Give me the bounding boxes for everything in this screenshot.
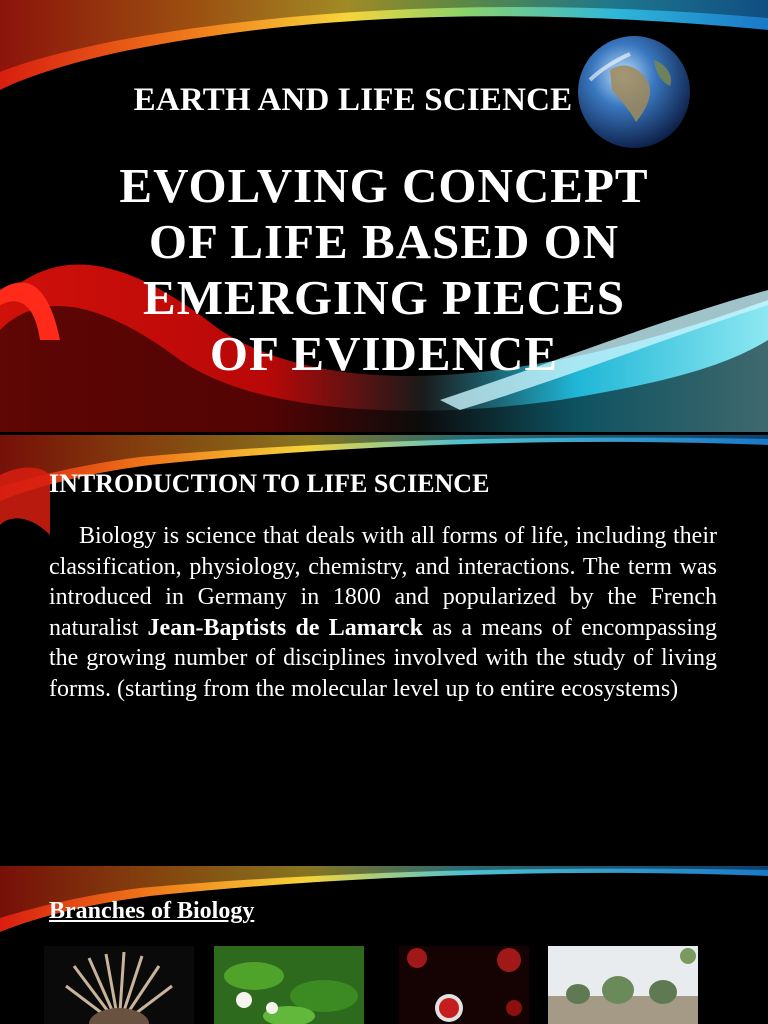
- title-line: EMERGING PIECES: [143, 270, 625, 325]
- section-heading: INTRODUCTION TO LIFE SCIENCE: [49, 469, 490, 498]
- paragraph-text: Biology is science that deals with all forms of life, including their classification, physiology, chemistry, and interactions. The term was introduced in Germany in 1800 and popularized by the French naturalist: [49, 523, 717, 641]
- title-line: EVOLVING CONCEPT: [119, 158, 649, 213]
- slide-subtitle: EARTH AND LIFE SCIENCE: [133, 82, 573, 118]
- echidna-photo: [44, 946, 194, 1024]
- intro-paragraph: [49, 521, 717, 705]
- slide-title: [84, 158, 684, 382]
- branches-slide: [0, 866, 768, 1024]
- section-heading: Branches of Biology: [49, 898, 255, 924]
- title-line: OF LIFE BASED ON: [148, 214, 620, 269]
- paragraph-bold-name: Jean-Baptists de Lamarck: [147, 614, 423, 641]
- plant-photo: [214, 946, 364, 1024]
- intro-slide: [0, 435, 768, 863]
- paragraph-text: as a means of encompassing the growing number of disciplines involved with the study of living forms. (starting from the molecular level up to entire ecosystems): [49, 614, 718, 702]
- landscape-photo: [548, 946, 698, 1024]
- virus-photo: [399, 946, 549, 1024]
- title-slide: [0, 0, 768, 432]
- title-line: OF EVIDENCE: [209, 326, 559, 381]
